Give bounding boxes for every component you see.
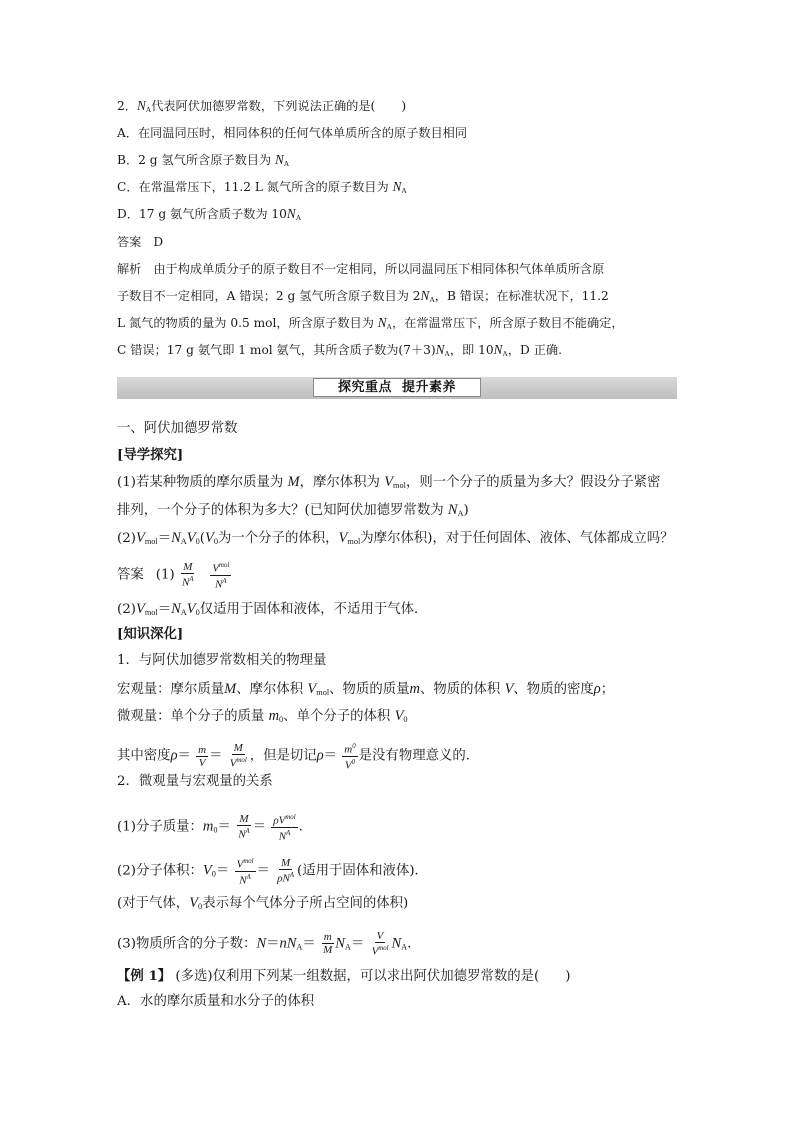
option-c: C．在常温常压下，11.2 L 氮气所含的原子数目为 $N_A$ (117, 179, 407, 195)
analysis-line-1: 解析 由于构成单质分子的原子数目不一定相同，所以同温同压下相同体积气体单质所含原 (117, 262, 605, 276)
question-2-stem: 2．$N_A$代表阿伏加德罗常数，下列说法正确的是( ) (117, 98, 407, 114)
fraction-vmol-over-na-2: $\frac{V^{mol}}{N^A}$ (236, 858, 254, 887)
fraction-M-over-vmol: $\frac{M}{V^{mol}}$ (229, 742, 247, 770)
example-1-option-a: A．水的摩尔质量和水分子的体积 (117, 994, 315, 1009)
guide-question-1b: 排列，一个分子的体积为多大？(已知阿伏加德罗常数为 $N_A$) (117, 502, 469, 519)
option-b: B．2 g 氢气所含原子数目为 $N_A$ (117, 152, 290, 168)
guide-question-2: $(2)V_{mol}=N_AV_0(V_0$为一个分子的体积，$V_{mol}$为摩尔体积)，对于任何固体、液体、气体都成立吗？ (117, 530, 674, 547)
deep-label: [知识深化] (117, 626, 184, 642)
fraction-M-over-rho-na: $\frac{M}{\rho N^A}$ (277, 857, 294, 885)
analysis-line-3: L 氮气的物质的量为 0.5 mol，所含原子数目为 $N_A$，在常温常压下，所含原子数目不能确定， (117, 315, 624, 331)
guide-answer-1: 答案 (1) $\frac{M}{N^A}$ $\frac{V^{mol}}{N^A}$ (117, 561, 230, 591)
fraction-v-over-vmol: $\frac{V}{V^{mol}}$ (371, 930, 389, 958)
molecule-volume: (2)分子体积：$V_0=$ $\frac{V^{mol}}{N^A}$ ＝ $\frac{M}{\rho N^A}$ (适用于固体和液体)． (117, 857, 428, 887)
guide-answer-2: $(2)V_{mol}=N_AV_0$仅适用于固体和液体，不适用于气体． (117, 601, 428, 618)
guide-label: [导学探究] (117, 447, 184, 463)
section-heading: 一、阿伏加德罗常数 (117, 421, 238, 436)
fraction-M-over-na-2: $\frac{M}{N^A}$ (238, 813, 250, 841)
gas-note: (对于气体，$V_0$表示每个气体分子所占空间的体积) (117, 895, 409, 912)
option-a: A．在同温同压时，相同体积的任何气体单质所含的原子数目相同 (117, 126, 468, 140)
option-d: D．17 g 氨气所含质子数为 $10N_A$ (117, 206, 302, 222)
density-formula: 其中密度ρ＝ $\frac{m}{V}$ ＝ $\frac{M}{V^{mol}}$ ，但是切记ρ＝ $\frac{m^0}{V^0}$ 是没有物理意义的． (117, 742, 480, 772)
fraction-vmol-over-na: $\frac{V^{mol}}{N^A}$ (212, 562, 230, 591)
fraction-m-over-na: $\frac{M}{N^A}$ (182, 561, 194, 589)
macro-quantities: 宏观量：摩尔质量M、摩尔体积 $V_{mol}$、物质的质量m、物质的体积 V、物质的密度ρ； (117, 681, 615, 698)
micro-quantities: 微观量：单个分子的质量 $m_0$、单个分子的体积 $V_0$ (117, 708, 408, 725)
knowledge-1-title: 1．与阿伏加德罗常数相关的物理量 (117, 653, 327, 668)
answer-row: 答案 D (117, 235, 164, 249)
analysis-line-4: C 错误；17 g 氨气即 1 mol 氨气，其所含质子数为$(7+3)N_A$，即 $10N_A$，D 正确. (117, 342, 562, 358)
analysis-line-2: 子数目不一定相同，A 错误；2 g 氢气所含原子数目为 $2N_A$，B 错误；在标准状况下，11.2 (117, 288, 609, 304)
fraction-m-over-v: $\frac{m}{V}$ (198, 743, 207, 769)
example-1-stem: 【例 1】 (多选)仅利用下列某一组数据，可以求出阿伏加德罗常数的是( ) (117, 968, 571, 984)
guide-question-1a: (1)若某种物质的摩尔质量为 M，摩尔体积为 $V_{mol}$，则一个分子的质量为多大？假设分子紧密 (117, 474, 661, 491)
knowledge-2-title: 2．微观量与宏观量的关系 (117, 774, 273, 789)
banner-title: 探究重点 提升素养 (313, 378, 481, 397)
fraction-m-over-M: $\frac{m}{M}$ (323, 931, 333, 957)
fraction-m0-over-v0: $\frac{m^0}{V^0}$ (344, 743, 356, 772)
molecule-count: (3)物质所含的分子数：$N=nN_A=$ $\frac{m}{M}$ $N_A=$ $\frac{V}{V^{mol}}$ $N_A$. (117, 930, 412, 958)
section-banner (117, 377, 677, 399)
fraction-rho-vmol-over-na: $\frac{\rho V^{mol}}{N^A}$ (273, 814, 296, 843)
molecule-mass: (1)分子质量：$m_0=$ $\frac{M}{N^A}$ ＝ $\frac{\rho V^{mol}}{N^A}$ . (117, 813, 303, 843)
